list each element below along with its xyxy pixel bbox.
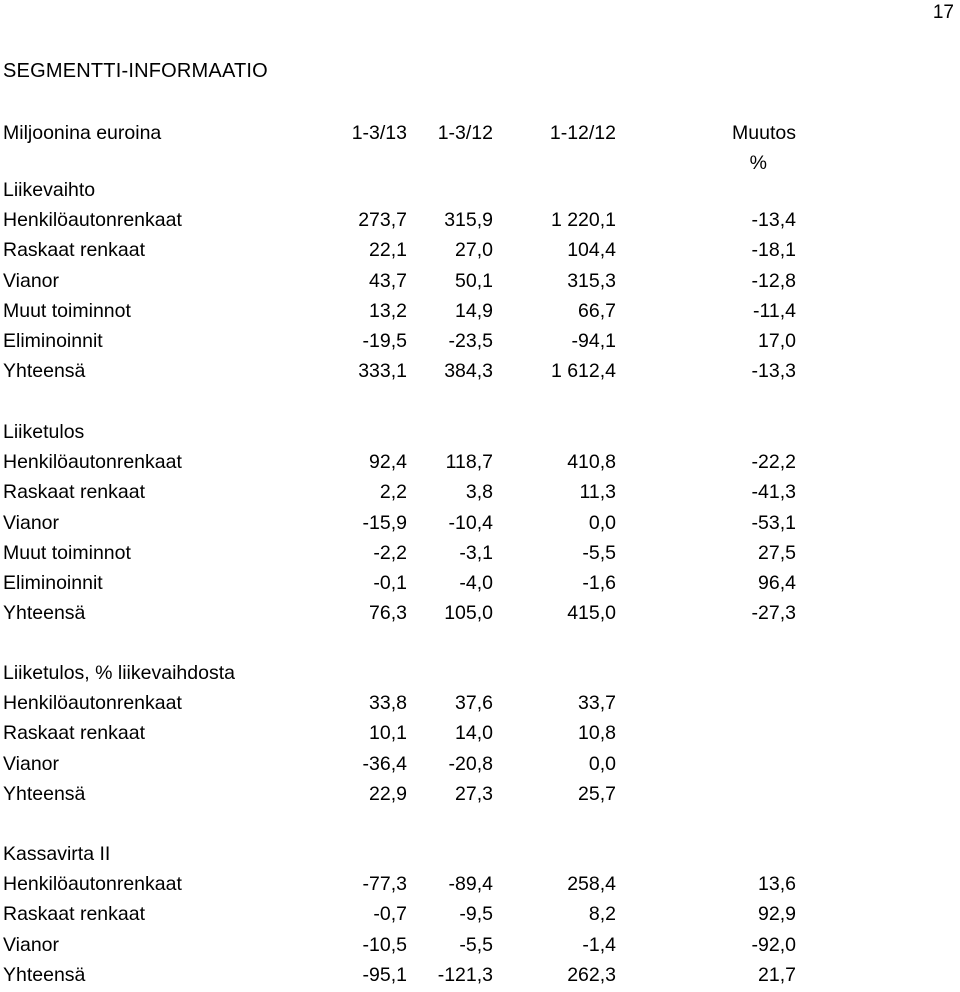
- section-title: Liikevaihto: [3, 179, 96, 201]
- table-header-unit: [0, 150, 960, 176]
- row-value-q1-2012: 315,9: [444, 209, 493, 232]
- row-value-q1-2013: 33,8: [369, 692, 407, 715]
- row-label: Yhteensä: [3, 360, 86, 383]
- row-value-fy-2012: 8,2: [588, 903, 616, 926]
- row-value-fy-2012: 66,7: [578, 299, 616, 322]
- row-value-fy-2012: 33,7: [578, 692, 616, 715]
- table-row: [0, 268, 960, 298]
- table-row-total: [0, 600, 960, 630]
- row-value-change: -53,1: [751, 511, 796, 534]
- row-value-fy-2012: 10,8: [578, 722, 616, 745]
- table-row: [0, 479, 960, 509]
- header-col-q1-2012: 1-3/12: [437, 122, 493, 144]
- row-value-q1-2012: -4,0: [459, 571, 493, 594]
- row-value-fy-2012: 315,3: [567, 269, 616, 292]
- row-value-fy-2012: 1 220,1: [550, 209, 616, 232]
- table-row: [0, 298, 960, 328]
- row-label: Eliminoinnit: [3, 571, 103, 594]
- row-value-q1-2013: 10,1: [369, 722, 407, 745]
- row-value-fy-2012: -1,4: [582, 933, 616, 956]
- row-value-q1-2012: 14,9: [455, 299, 493, 322]
- row-value-change: -92,0: [751, 933, 796, 956]
- row-value-change: -18,1: [751, 239, 796, 262]
- header-col-fy-2012: 1-12/12: [549, 122, 616, 144]
- section-liikevaihto: [0, 177, 960, 388]
- row-label: Raskaat renkaat: [3, 481, 145, 504]
- header-col-change: Muutos: [732, 122, 796, 144]
- row-value-q1-2012: 37,6: [455, 692, 493, 715]
- row-value-change: -13,3: [751, 360, 796, 383]
- row-value-q1-2013: -10,5: [362, 933, 407, 956]
- table-row: [0, 871, 960, 901]
- row-value-q1-2012: -3,1: [459, 541, 493, 564]
- row-value-change: 17,0: [758, 329, 796, 352]
- row-label: Vianor: [3, 933, 60, 956]
- table-row: [0, 932, 960, 962]
- row-value-fy-2012: 0,0: [588, 511, 616, 534]
- section-operating-margin: [0, 660, 960, 811]
- row-value-q1-2012: -10,4: [448, 511, 493, 534]
- table-row: [0, 901, 960, 931]
- page-number: 17: [932, 2, 954, 23]
- section-title: Liiketulos, % liikevaihdosta: [3, 662, 235, 684]
- row-value-q1-2012: 27,0: [455, 239, 493, 262]
- row-value-change: 92,9: [758, 903, 796, 926]
- row-value-q1-2013: 22,1: [369, 239, 407, 262]
- row-value-fy-2012: -5,5: [582, 541, 616, 564]
- table-row: [0, 449, 960, 479]
- table-row: [0, 720, 960, 750]
- row-label: Eliminoinnit: [3, 329, 103, 352]
- row-value-fy-2012: 25,7: [578, 782, 616, 805]
- row-value-q1-2013: 333,1: [358, 360, 407, 383]
- table-row-total: [0, 962, 960, 992]
- row-value-change: 21,7: [758, 963, 796, 986]
- row-label: Henkilöautonrenkaat: [3, 692, 182, 715]
- row-value-q1-2012: -20,8: [448, 752, 493, 775]
- table-row: [0, 207, 960, 237]
- section-title-row: [0, 177, 960, 207]
- row-value-change: -12,8: [751, 269, 796, 292]
- row-value-fy-2012: 258,4: [567, 873, 616, 896]
- header-label: Miljoonina euroina: [3, 122, 162, 144]
- section-title-row: [0, 660, 960, 690]
- row-value-q1-2013: -0,1: [373, 571, 407, 594]
- row-value-fy-2012: 104,4: [567, 239, 616, 262]
- table-row: [0, 690, 960, 720]
- row-value-change: 96,4: [758, 571, 796, 594]
- row-value-q1-2013: -19,5: [362, 329, 407, 352]
- table-row-total: [0, 781, 960, 811]
- row-value-q1-2013: -15,9: [362, 511, 407, 534]
- row-value-change: -27,3: [751, 602, 796, 625]
- row-label: Muut toiminnot: [3, 299, 131, 322]
- row-value-q1-2012: -5,5: [459, 933, 493, 956]
- row-label: Henkilöautonrenkaat: [3, 873, 182, 896]
- row-label: Yhteensä: [3, 963, 86, 986]
- row-value-q1-2012: -23,5: [448, 329, 493, 352]
- row-value-q1-2013: -77,3: [362, 873, 407, 896]
- table-row: [0, 751, 960, 781]
- section-title: Kassavirta II: [3, 843, 111, 865]
- row-value-q1-2013: 43,7: [369, 269, 407, 292]
- row-value-q1-2012: -89,4: [448, 873, 493, 896]
- table-row: [0, 540, 960, 570]
- section-title-row: [0, 841, 960, 871]
- row-value-q1-2013: -36,4: [362, 752, 407, 775]
- row-label: Raskaat renkaat: [3, 722, 145, 745]
- row-value-q1-2012: 3,8: [465, 481, 493, 504]
- row-value-change: 13,6: [758, 873, 796, 896]
- row-label: Muut toiminnot: [3, 541, 131, 564]
- row-label: Raskaat renkaat: [3, 903, 145, 926]
- section-title: Liiketulos: [3, 421, 85, 443]
- section-kassavirta: [0, 841, 960, 992]
- row-value-q1-2013: -0,7: [373, 903, 407, 926]
- table-row: [0, 328, 960, 358]
- row-value-change: -13,4: [751, 209, 796, 232]
- row-value-change: -41,3: [751, 481, 796, 504]
- header-change-unit: %: [749, 152, 767, 174]
- section-title-row: [0, 419, 960, 449]
- page-title: SEGMENTTI-INFORMAATIO: [3, 60, 268, 82]
- row-value-fy-2012: 415,0: [567, 602, 616, 625]
- row-value-fy-2012: 11,3: [579, 481, 616, 504]
- row-label: Yhteensä: [3, 602, 86, 625]
- row-value-q1-2012: -9,5: [459, 903, 493, 926]
- row-value-q1-2013: 273,7: [358, 209, 407, 232]
- row-label: Vianor: [3, 511, 60, 534]
- row-value-q1-2013: -2,2: [373, 541, 407, 564]
- header-col-q1-2013: 1-3/13: [351, 122, 407, 144]
- row-value-q1-2013: 92,4: [369, 451, 407, 474]
- table-row: [0, 510, 960, 540]
- row-label: Yhteensä: [3, 782, 86, 805]
- row-label: Henkilöautonrenkaat: [3, 451, 182, 474]
- row-value-q1-2013: 13,2: [369, 299, 407, 322]
- row-value-fy-2012: -1,6: [582, 571, 616, 594]
- row-value-q1-2012: 105,0: [444, 602, 493, 625]
- table-header: [0, 120, 960, 146]
- row-label: Vianor: [3, 269, 60, 292]
- row-value-change: -22,2: [751, 451, 796, 474]
- section-liiketulos: [0, 419, 960, 630]
- row-value-fy-2012: 262,3: [567, 963, 616, 986]
- row-value-q1-2012: 50,1: [455, 269, 493, 292]
- table-row-total: [0, 358, 960, 388]
- row-value-q1-2012: 27,3: [455, 782, 493, 805]
- row-label: Vianor: [3, 752, 60, 775]
- row-value-q1-2013: 2,2: [379, 481, 407, 504]
- row-label: Henkilöautonrenkaat: [3, 209, 182, 232]
- row-label: Raskaat renkaat: [3, 239, 145, 262]
- row-value-fy-2012: 0,0: [588, 752, 616, 775]
- row-value-q1-2012: 118,7: [445, 451, 493, 474]
- row-value-fy-2012: 1 612,4: [550, 360, 616, 383]
- table-row: [0, 237, 960, 267]
- row-value-q1-2012: 384,3: [444, 360, 493, 383]
- row-value-q1-2012: -121,3: [437, 963, 493, 986]
- row-value-change: -11,4: [753, 299, 796, 322]
- row-value-fy-2012: 410,8: [567, 451, 616, 474]
- row-value-q1-2013: 76,3: [369, 602, 407, 625]
- row-value-q1-2012: 14,0: [455, 722, 493, 745]
- row-value-fy-2012: -94,1: [571, 329, 616, 352]
- row-value-q1-2013: -95,1: [362, 963, 407, 986]
- table-row: [0, 570, 960, 600]
- row-value-change: 27,5: [758, 541, 796, 564]
- row-value-q1-2013: 22,9: [369, 782, 407, 805]
